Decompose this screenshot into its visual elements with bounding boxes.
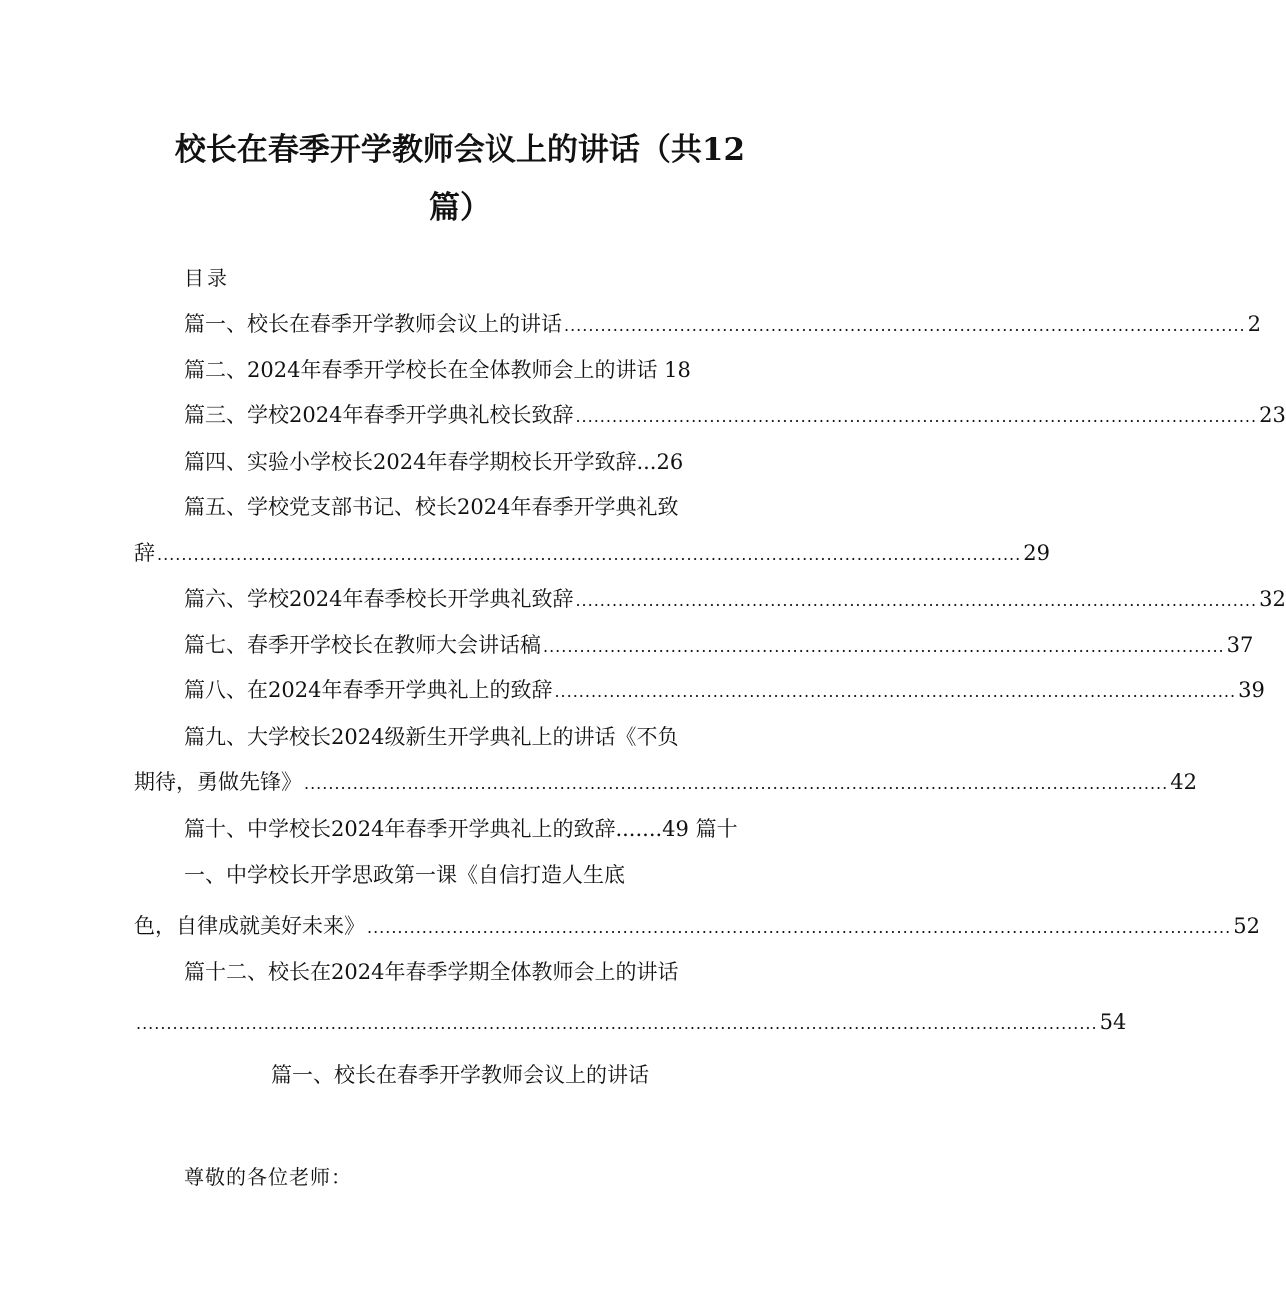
toc-entry-9-page: 42 bbox=[1170, 770, 1197, 794]
toc-leader-dots: ................................................................................................................ bbox=[564, 316, 1246, 335]
toc-leader-dots: .............................................................................................................................................. bbox=[367, 918, 1232, 937]
toc-leader-dots: .............................................................................................................................................. bbox=[304, 774, 1169, 793]
toc-entry-3[interactable] bbox=[184, 401, 1286, 431]
toc-leader-dots: ................................................................................................................ bbox=[575, 407, 1258, 426]
toc-entry-11-line-1[interactable]: 一、中学校长开学思政第一课《自信打造人生底 bbox=[184, 863, 625, 887]
document-title-line-1: 校长在春季开学教师会议上的讲话（共12 bbox=[174, 132, 746, 168]
toc-entry-6-text: 篇六、学校2024年春季校长开学典礼致辞 bbox=[184, 587, 574, 611]
toc-entry-12-page: 54 bbox=[1099, 1010, 1127, 1034]
toc-leader-dots: ................................................................................................................ bbox=[575, 591, 1258, 610]
toc-entry-4[interactable]: 篇四、实验小学校长2024年春学期校长开学致辞...26 bbox=[184, 450, 684, 474]
toc-entry-5-line-2[interactable] bbox=[134, 539, 1050, 569]
toc-entry-11-page: 52 bbox=[1233, 914, 1260, 938]
toc-entry-7-text: 篇七、春季开学校长在教师大会讲话稿 bbox=[184, 633, 541, 657]
toc-entry-9-text: 期待，勇做先锋》 bbox=[134, 770, 302, 794]
toc-entry-1-page: 2 bbox=[1247, 312, 1261, 336]
toc-entry-6-page: 32 bbox=[1259, 587, 1286, 611]
toc-entry-8-page: 39 bbox=[1238, 678, 1265, 702]
document-title-line-2: 篇） bbox=[429, 190, 491, 226]
toc-leader-dots: .............................................................................................................................................. bbox=[157, 545, 1022, 564]
toc-entry-12-line-1[interactable]: 篇十二、校长在2024年春季学期全体教师会上的讲话 bbox=[184, 960, 679, 984]
toc-entry-5-text: 辞 bbox=[134, 541, 155, 565]
toc-entry-3-page: 23 bbox=[1259, 403, 1286, 427]
greeting: 尊敬的各位老师： bbox=[184, 1165, 352, 1189]
toc-entry-9-line-2[interactable] bbox=[134, 768, 1197, 798]
toc-leader-dots: ................................................................................................................ bbox=[554, 682, 1237, 701]
toc-leader-dots: ................................................................................................................ bbox=[543, 637, 1225, 656]
toc-leader-dots: .............................................................................................................................................................. bbox=[136, 1014, 1098, 1033]
toc-entry-5-line-1[interactable]: 篇五、学校党支部书记、校长2024年春季开学典礼致 bbox=[184, 495, 679, 519]
toc-entry-5-page: 29 bbox=[1023, 541, 1050, 565]
toc-entry-7[interactable] bbox=[184, 631, 1254, 661]
toc-entry-12-line-2[interactable] bbox=[134, 1008, 1127, 1038]
toc-entry-1[interactable] bbox=[184, 310, 1261, 340]
toc-entry-11-line-2[interactable] bbox=[134, 912, 1260, 942]
toc-entry-3-text: 篇三、学校2024年春季开学典礼校长致辞 bbox=[184, 403, 574, 427]
section-heading: 篇一、校长在春季开学教师会议上的讲话 bbox=[271, 1063, 649, 1087]
toc-entry-1-text: 篇一、校长在春季开学教师会议上的讲话 bbox=[184, 312, 562, 336]
toc-label: 目录 bbox=[184, 266, 230, 290]
toc-entry-9-line-1[interactable]: 篇九、大学校长2024级新生开学典礼上的讲话《不负 bbox=[184, 725, 679, 749]
toc-entry-7-page: 37 bbox=[1226, 633, 1254, 657]
toc-entry-6[interactable] bbox=[184, 585, 1286, 615]
toc-entry-2[interactable]: 篇二、2024年春季开学校长在全体教师会上的讲话 18 bbox=[184, 358, 691, 382]
toc-entry-8[interactable] bbox=[184, 676, 1265, 706]
toc-entry-11-text: 色，自律成就美好未来》 bbox=[134, 914, 365, 938]
toc-entry-10[interactable]: 篇十、中学校长2024年春季开学典礼上的致辞.......49 篇十 bbox=[184, 817, 738, 841]
toc-entry-8-text: 篇八、在2024年春季开学典礼上的致辞 bbox=[184, 678, 553, 702]
